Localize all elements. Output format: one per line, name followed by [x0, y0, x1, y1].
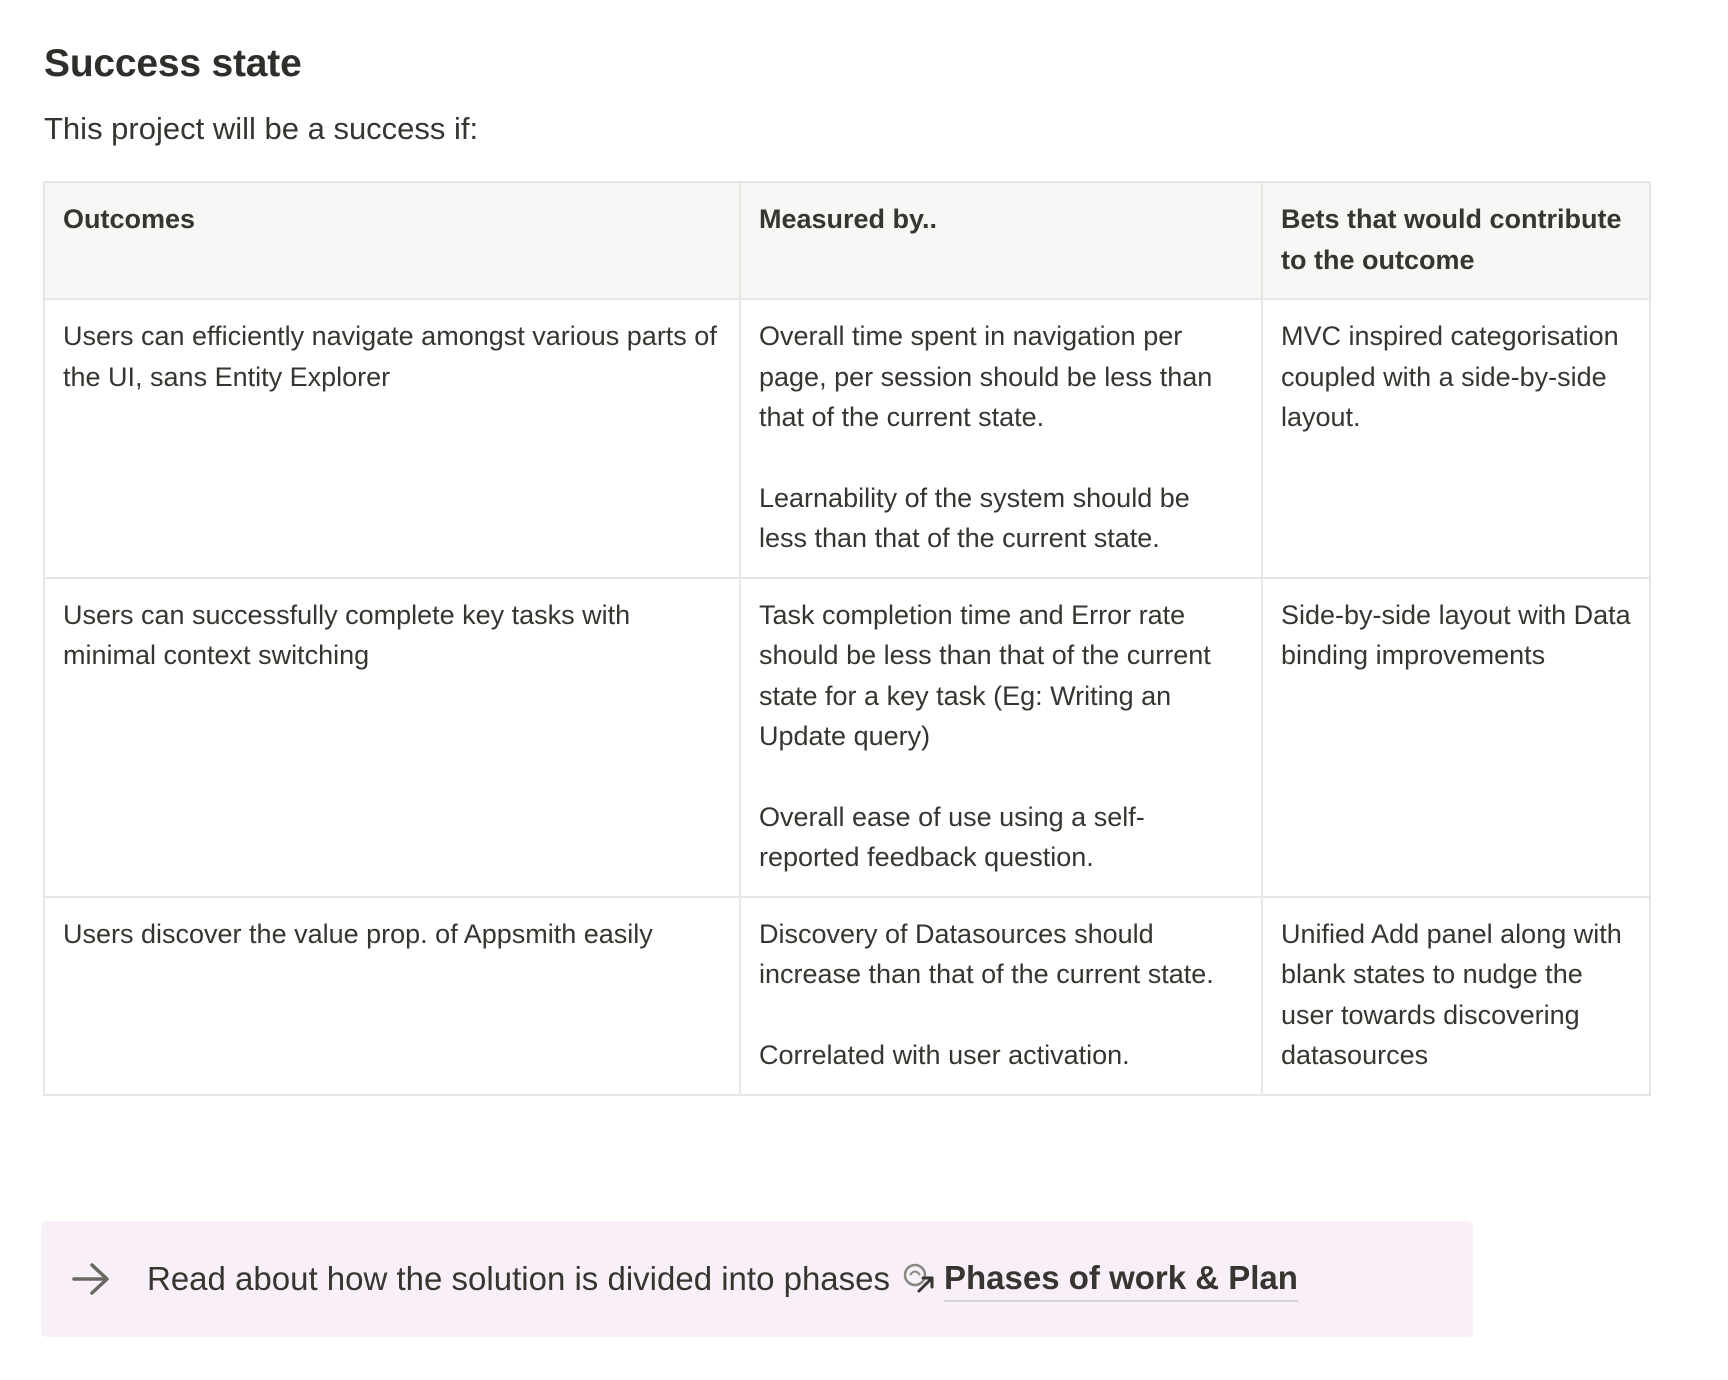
measure-text: Discovery of Datasources should increase than that of the current state.	[759, 918, 1214, 989]
measure-text: Overall ease of use using a self-reported feedback question.	[759, 801, 1145, 872]
header-outcomes: Outcomes	[44, 182, 740, 299]
header-bets: Bets that would contribute to the outcome	[1262, 182, 1650, 299]
phases-callout	[41, 1221, 1473, 1337]
intro-text: This project will be a success if:	[44, 111, 479, 146]
page-link-icon[interactable]	[902, 1262, 936, 1296]
table-row	[44, 299, 1650, 578]
measured-by-cell	[740, 578, 1262, 897]
callout-text: Read about how the solution is divided into phases	[147, 1260, 890, 1297]
outcome-cell: Users can successfully complete key tasks with minimal context switching	[44, 578, 740, 897]
section-heading: Success state	[44, 42, 302, 85]
header-measured-by: Measured by..	[740, 182, 1262, 299]
measured-by-cell	[740, 299, 1262, 578]
success-state-section	[44, 36, 1664, 1297]
measure-text: Task completion time and Error rate should be less than that of the current state for a key task (Eg: Writing an Update query)	[759, 599, 1211, 751]
bets-cell: Unified Add panel along with blank states to nudge the user towards discovering datasources	[1262, 897, 1650, 1095]
outcome-cell: Users discover the value prop. of Appsmith easily	[44, 897, 740, 1095]
measured-by-cell	[740, 897, 1262, 1095]
measure-text: Overall time spent in navigation per page, per session should be less than that of the current state.	[759, 321, 1213, 432]
table-row	[44, 897, 1650, 1095]
outcome-cell: Users can efficiently navigate amongst various parts of the UI, sans Entity Explorer	[44, 299, 740, 578]
phases-page-link[interactable]: Phases of work & Plan	[944, 1256, 1298, 1302]
measure-text: Correlated with user activation.	[759, 1039, 1130, 1070]
bets-cell: Side-by-side layout with Data binding improvements	[1262, 578, 1650, 897]
success-table	[43, 181, 1651, 1096]
arrow-right-icon	[69, 1257, 113, 1301]
bets-cell: MVC inspired categorisation coupled with a side-by-side layout.	[1262, 299, 1650, 578]
table-row	[44, 578, 1650, 897]
table-header-row	[44, 182, 1650, 299]
measure-text: Learnability of the system should be less than that of the current state.	[759, 482, 1190, 553]
